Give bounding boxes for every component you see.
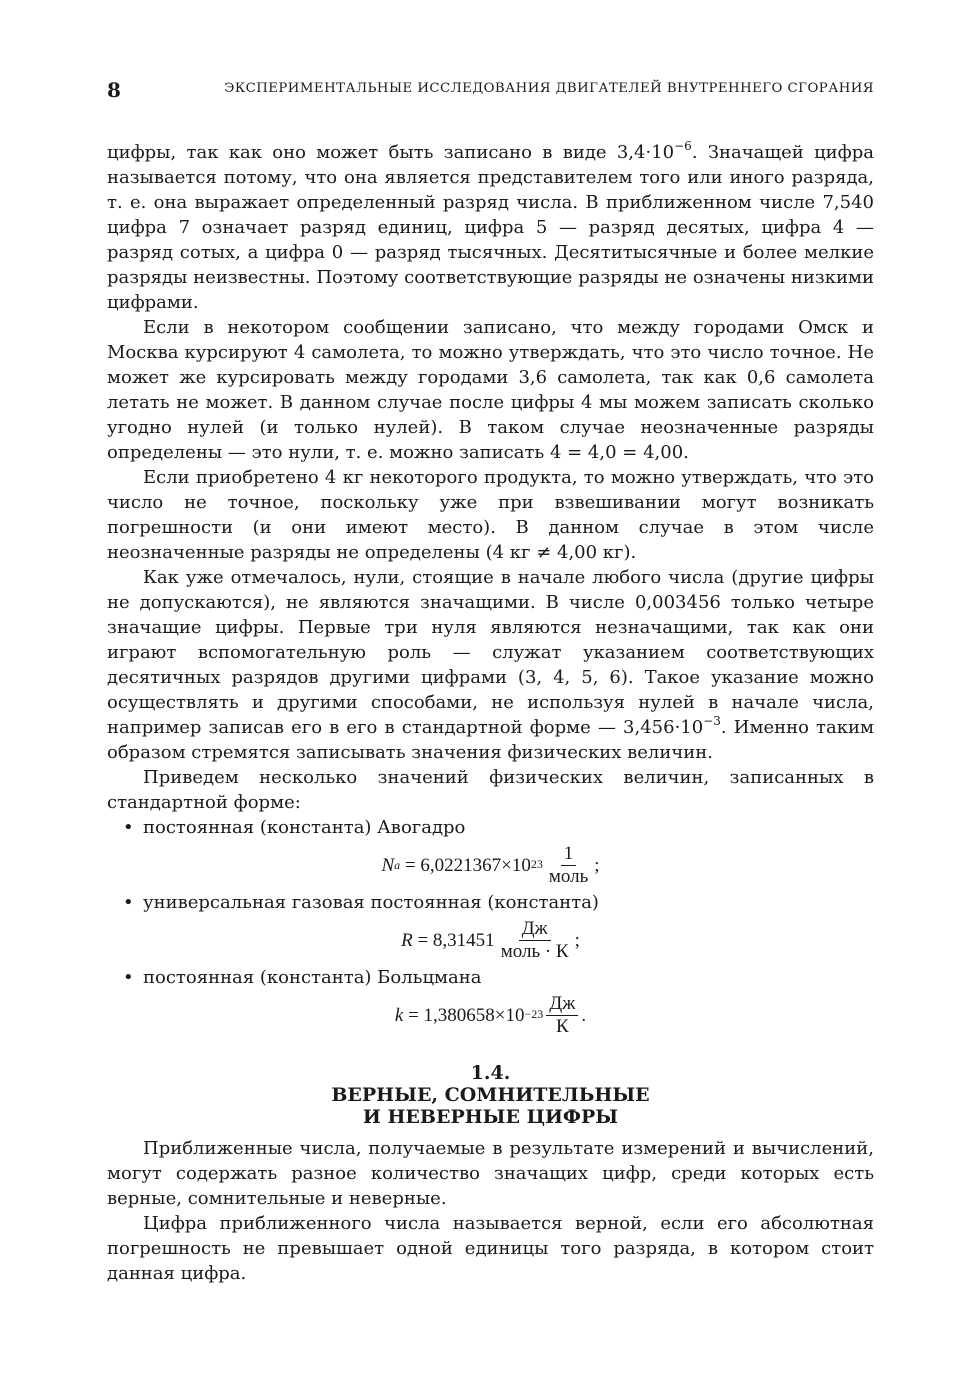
fraction-numerator: 1 [561, 843, 577, 866]
paragraph-correct-digit: Цифра приближенного числа называется верной, если его абсолютная погрешность не превышает одной единицы того разряда, в котором стоит данная цифра. [107, 1213, 874, 1284]
paragraph-exact-number: Если в некотором сообщении записано, что между городами Омск и Москва курсируют 4 самолета, то можно утверждать, что это число точное. Не может же курсировать между городами 3,6 самолета, так как 0,6 самолета летать не может. В данном случае после цифры 4 мы можем записать сколько угодно нулей (и только нулей). В таком случае неозначенные разряды определены — это нули, т. е. можно записать 4 = 4,0 = 4,00. [107, 317, 874, 463]
formula-value: = 6,0221367×10 [400, 854, 531, 876]
formula-subscript: a [394, 858, 401, 872]
formula-punctuation: ; [574, 929, 580, 951]
bullet-marker: • [123, 817, 134, 838]
formula-avogadro: N a = 6,0221367×10 $^{23}$ $\frac{1}{\text{моль}}$ ; [381, 842, 600, 887]
fraction-numerator: Дж [546, 993, 578, 1016]
p4-exponent: −3 [703, 714, 721, 728]
formula-value: = 1,380658×10 [403, 1004, 525, 1026]
formula-symbol: R [401, 929, 413, 951]
bullet-text: универсальная газовая постоянная (константа) [143, 892, 599, 913]
section-heading [107, 1062, 874, 1128]
p1-exponent: −6 [674, 139, 692, 153]
p1-text-a: цифры, так как оно может быть записано в виде 3,4·10 [107, 142, 675, 163]
formula-symbol: k [394, 1004, 404, 1026]
formula-punctuation: . [581, 1004, 587, 1026]
section-title-line-1: ВЕРНЫЕ, СОМНИТЕЛЬНЫЕ [331, 1084, 650, 1106]
bullet-marker: • [123, 967, 134, 988]
section-number: 1.4. [470, 1062, 511, 1084]
bullet-marker: • [123, 892, 134, 913]
fraction-denominator: моль [548, 865, 589, 887]
formula-gas-constant [107, 915, 874, 965]
fraction-numerator: Дж [519, 918, 551, 941]
formula-fraction [546, 843, 591, 888]
fraction-denominator: К [555, 1015, 569, 1037]
p1-text-b: . Значащей цифра называется потому, что она является представителем того или иного разряда, т. е. она выражает определенный разряд числа. В приближенном числе 7,540 цифра 7 означает разряд единиц, цифра 5 — разряд десятых, цифра 4 — разряд сотых, а цифра 0 — разряд тысячных. Десятитысячные и более мелкие разряды неизвестны. Поэтому соответствующие разряды не означены низкими цифрами. [107, 142, 874, 313]
bullet-gas-constant [107, 890, 874, 915]
fraction-denominator: моль · К [500, 940, 569, 962]
formula-fraction [498, 918, 572, 963]
running-head: ЭКСПЕРИМЕНТАЛЬНЫЕ ИССЛЕДОВАНИЯ ДВИГАТЕЛЕЙ ВНУТРЕННЕГО СГОРАНИЯ [224, 81, 874, 96]
paragraph-continuation [107, 140, 874, 315]
formula-boltzmann: k = 1,380658×10 $^{-23}$ $\frac{Дж}{К}$ . [394, 992, 587, 1037]
page-number: 8 [107, 78, 121, 102]
page-body [107, 140, 874, 1286]
paragraph-inexact-number: Если приобретено 4 кг некоторого продукта, то можно утверждать, что это число не точное, поскольку уже при взвешивании могут возникать погрешности (и они имеют место). В данном случае в этом числе неозначенные разряды не определены (4 кг ≠ 4,00 кг). [107, 467, 874, 563]
formula-value: = 8,31451 [412, 929, 495, 951]
p4-text-a: Как уже отмечалось, нули, стоящие в начале любого числа (другие цифры не допускаются), не являются значащими. В числе 0,003456 только четыре значащие цифры. Первые три нуля являются незначащими, так как они играют вспомогательную роль — служат указанием соответствующих десятичных разрядов другими цифрами (3, 4, 5, 6). Такое указание можно осуществлять и другими способами, не используя нулей в начале числа, например записав его в его в стандартной форме — 3,456·10 [107, 567, 874, 738]
section-title-line-2: И НЕВЕРНЫЕ ЦИФРЫ [362, 1106, 619, 1128]
page-header [107, 78, 874, 100]
paragraph-approx-numbers: Приближенные числа, получаемые в результате измерений и вычислений, могут содержать разное количество значащих цифр, среди которых есть верные, сомнительные и неверные. [107, 1138, 874, 1209]
bullet-text: постоянная (константа) Авогадро [143, 817, 466, 838]
formula-punctuation: ; [594, 854, 600, 876]
paragraph-standard-form-intro: Приведем несколько значений физических величин, записанных в стандартной форме: [107, 767, 874, 813]
formula-fraction [546, 993, 578, 1038]
bullet-text: постоянная (константа) Больцмана [143, 967, 482, 988]
formula-symbol: N [381, 854, 395, 876]
paragraph-leading-zeros [107, 565, 874, 765]
bullet-avogadro [107, 815, 874, 840]
p4-text-b: . Именно таким образом стремятся записывать значения физических величин. [107, 717, 874, 763]
bullet-boltzmann [107, 965, 874, 990]
